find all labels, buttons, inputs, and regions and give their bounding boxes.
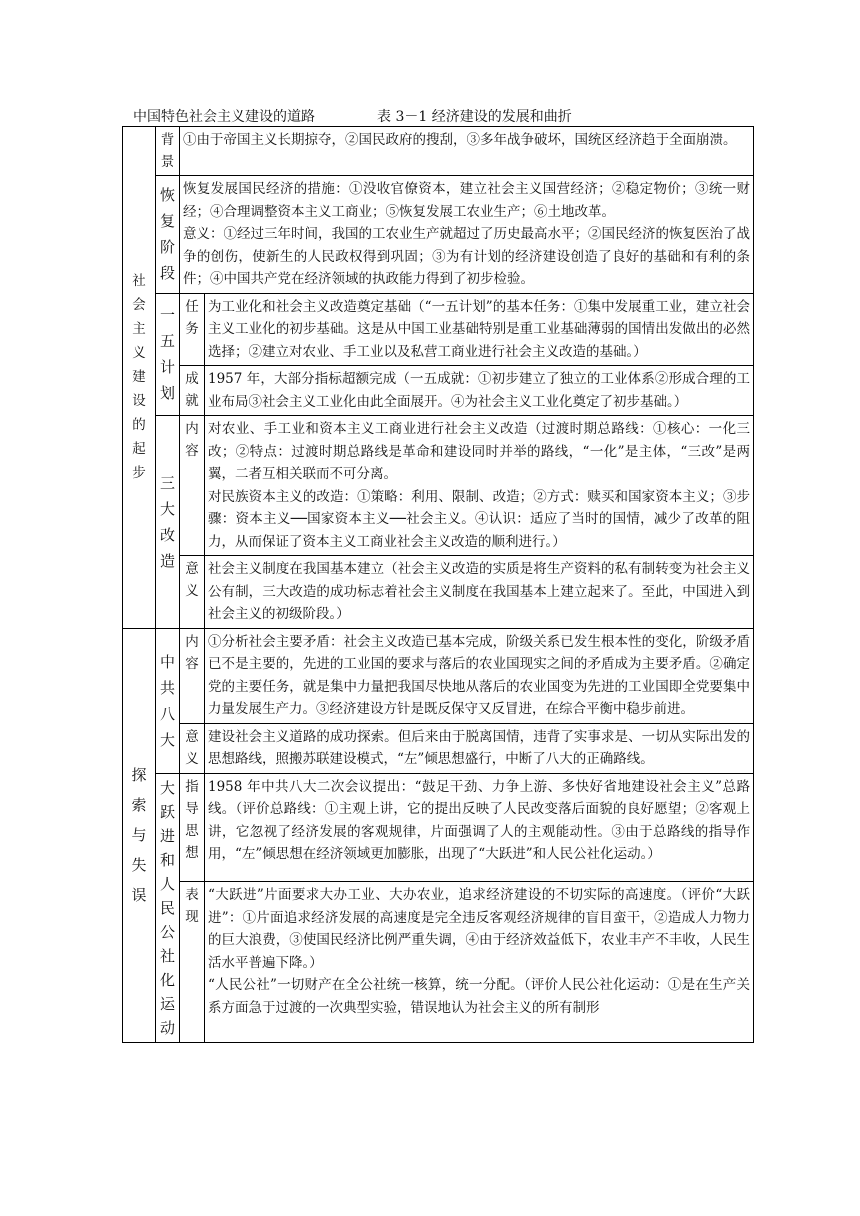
table-row-recovery [123,176,754,294]
sub-label-eighth-meaning: 意义 [180,723,205,773]
sub-label-achievement: 成就 [180,366,205,416]
table-row-reform-meaning [123,556,754,629]
economic-construction-table [122,126,754,1043]
background-text: ①由于帝国主义长期掠夺，②国民政府的搜刮，③多年战争破坏，国统区经济趋于全面崩溃。 [180,127,754,176]
row-label-background: 背景 [156,127,180,176]
table-row-fyp-achievement [123,366,754,416]
row-label-eighth-congress: 中共八大 [156,628,180,773]
book-title: 中国特色社会主义建设的道路 [133,109,315,125]
sub-label-meaning: 意义 [180,556,205,629]
row-label-recovery: 恢复阶段 [156,176,180,294]
reform-transition-line: 对农业、手工业和资本主义工商业进行社会主义改造（过渡时期总路线：①核心：一化三改；②特点：过渡时期总路线是革命和建设同时并举的路线，“一化”是主体，“三改”是两翼，二者互相关联而不可分离。 [208,421,750,482]
table-row-reform-content [123,416,754,556]
sub-label-guide: 指导思想 [180,773,205,882]
eighth-content-text: ①分析社会主要矛盾：社会主义改造已基本完成，阶级关系已发生根本性的变化，阶级矛盾已不是主要的，先进的工业国的要求与落后的农业国现实之间的矛盾成为主要矛盾。②确定党的主要任务，就是集中力量把我国尽快地从落后的农业国变为先进的工业国即全党要集中力量发展生产力。③经济建设方针是既反保守又反冒进，在综合平衡中稳步前进。 [205,628,754,723]
sub-label-performance: 表现 [180,882,205,1042]
leap-guide-text: 1958 年中共八大二次会议提出：“鼓足干劲、力争上游、多快好省地建设社会主义”总路线。（评价总路线：①主观上讲，它的提出反映了人民改变落后面貌的良好愿望；②客观上讲，它忽视了经济发展的客观规律，片面强调了人的主观能动性。③由于总路线的指导作用，“左”倾思想在经济领域更加膨胀，出现了“大跃进”和人民公社化运动。） [205,773,754,882]
leap-performance-p2: “人民公社”一切财产在全公社统一核算，统一分配。（评价人民公社化运动：①是在生产关系方面急于过渡的一次典型实验，错误地认为社会主义的所有制形 [208,977,750,1016]
section-label-exploration: 探索与失误 [123,628,156,1042]
sub-label-task: 任务 [180,293,205,366]
table-row-leap-performance [123,882,754,1042]
recovery-text [180,176,754,294]
reform-meaning-text: 社会主义制度在我国基本建立（社会主义改造的实质是将生产资料的私有制转变为社会主义公有制，三大改造的成功标志着社会主义制度在我国基本上建立起来了。至此，中国进入到社会主义的初级阶段。） [205,556,754,629]
reform-content-text [205,416,754,556]
row-label-great-leap: 大跃进和人民公社化运动 [156,773,180,1042]
table-row-leap-guide [123,773,754,882]
sub-label-content: 内容 [180,416,205,556]
leap-performance-p1: “大跃进”片面要求大办工业、大办农业，追求经济建设的不切实际的高速度。（评价“大跃进”：①片面追求经济发展的高速度是完全违反客观经济规律的盲目蛮干，②造成人力物力的巨大浪费，③使国民经济比例严重失调，④由于经济效益低下，农业丰产不丰收，人民生活水平普遍下降。） [208,887,750,971]
table-row-fyp-task [123,293,754,366]
recovery-measures: 恢复发展国民经济的措施：①没收官僚资本，建立社会主义国营经济；②稳定物价；③统一财经；④合理调整资本主义工商业；⑤恢复发展工农业生产；⑥土地改革。 [183,181,750,220]
row-label-first-five-year-plan: 一五计划 [156,293,180,416]
table-row-eighth-meaning [123,723,754,773]
leap-performance-text [205,882,754,1042]
fyp-achievement-text: 1957 年，大部分指标超额完成（一五成就：①初步建立了独立的工业体系②形成合理的工业布局③社会主义工业化由此全面展开。④为社会主义工业化奠定了初步基础。） [205,366,754,416]
reform-national-capital: 对民族资本主义的改造：①策略：利用、限制、改造；②方式：赎买和国家资本主义；③步骤：资本主义──国家资本主义──社会主义。④认识：适应了当时的国情，减少了改革的阻力，从而保证了资本主义工商业社会主义改造的顺利进行。） [208,488,750,550]
fyp-task-text: 为工业化和社会主义改造奠定基础（“一五计划”的基本任务：①集中发展重工业，建立社会主义工业化的初步基础。这是从中国工业基础特别是重工业基础薄弱的国情出发做出的必然选择；②建立对农业、手工业以及私营工商业进行社会主义改造的基础。） [205,293,754,366]
sub-label-eighth-content: 内容 [180,628,205,723]
section-label-start: 社会主义建设的起步 [123,127,156,629]
table-caption: 表 3－1 经济建设的发展和曲折 [377,109,572,125]
table-row-background [123,127,754,176]
recovery-meaning: 意义：①经过三年时间，我国的工农业生产就超过了历史最高水平；②国民经济的恢复医治了战争的创伤，使新生的人民政权得到巩固；③为有计划的经济建设创造了良好的基础和有利的条件；④中国共产党在经济领域的执政能力得到了初步检验。 [183,226,750,287]
table-row-eighth-content [123,628,754,723]
row-label-three-reforms: 三大改造 [156,416,180,629]
eighth-meaning-text: 建设社会主义道路的成功探索。但后来由于脱离国情，违背了实事求是、一切从实际出发的思想路线，照搬苏联建设模式，“左”倾思想盛行，中断了八大的正确路线。 [205,723,754,773]
